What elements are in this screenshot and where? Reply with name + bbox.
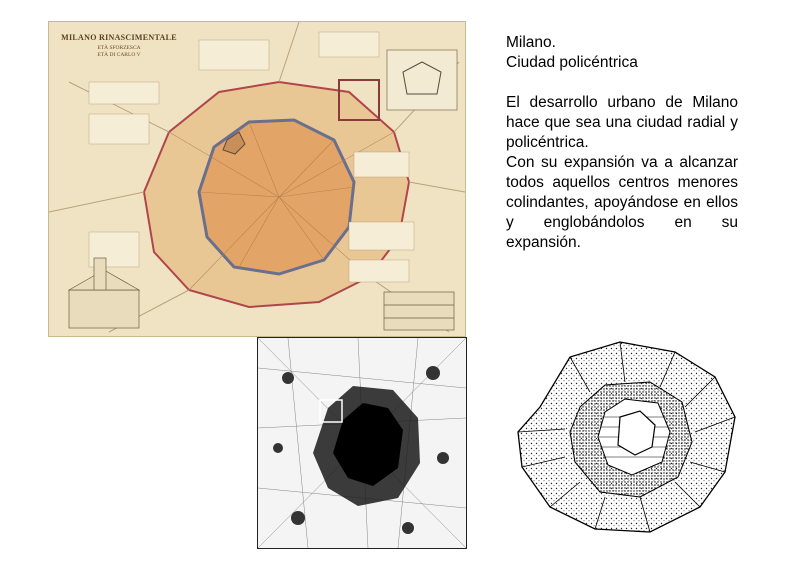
paragraph-1: El desarrollo urbano de Milano hace que sea una ciudad radial y policéntrica.	[506, 94, 738, 151]
slide-title-line-2: Ciudad policéntrica	[506, 54, 638, 71]
map-subtitle-2: ETÀ DI CARLO V	[97, 52, 141, 58]
polycentric-diagram-drawing	[510, 337, 750, 537]
slide-title-line-1: Milano.	[506, 34, 556, 51]
historical-map-drawing	[49, 22, 465, 336]
polycentric-diagram-image	[510, 337, 750, 537]
historical-map-image	[48, 21, 466, 337]
street-map-drawing	[258, 338, 466, 548]
map-subtitle-1: ETÀ SFORZESCA	[97, 45, 141, 51]
slide-text	[506, 33, 738, 253]
spacer	[506, 73, 738, 93]
paragraph-2: Con su expansión va a alcanzar todos aquellos centros menores colindantes, apoyándose en ellos y englobándolos en su expansión.	[506, 154, 738, 251]
map-title: MILANO RINASCIMENTALE	[61, 33, 177, 42]
street-map-image	[257, 337, 467, 549]
